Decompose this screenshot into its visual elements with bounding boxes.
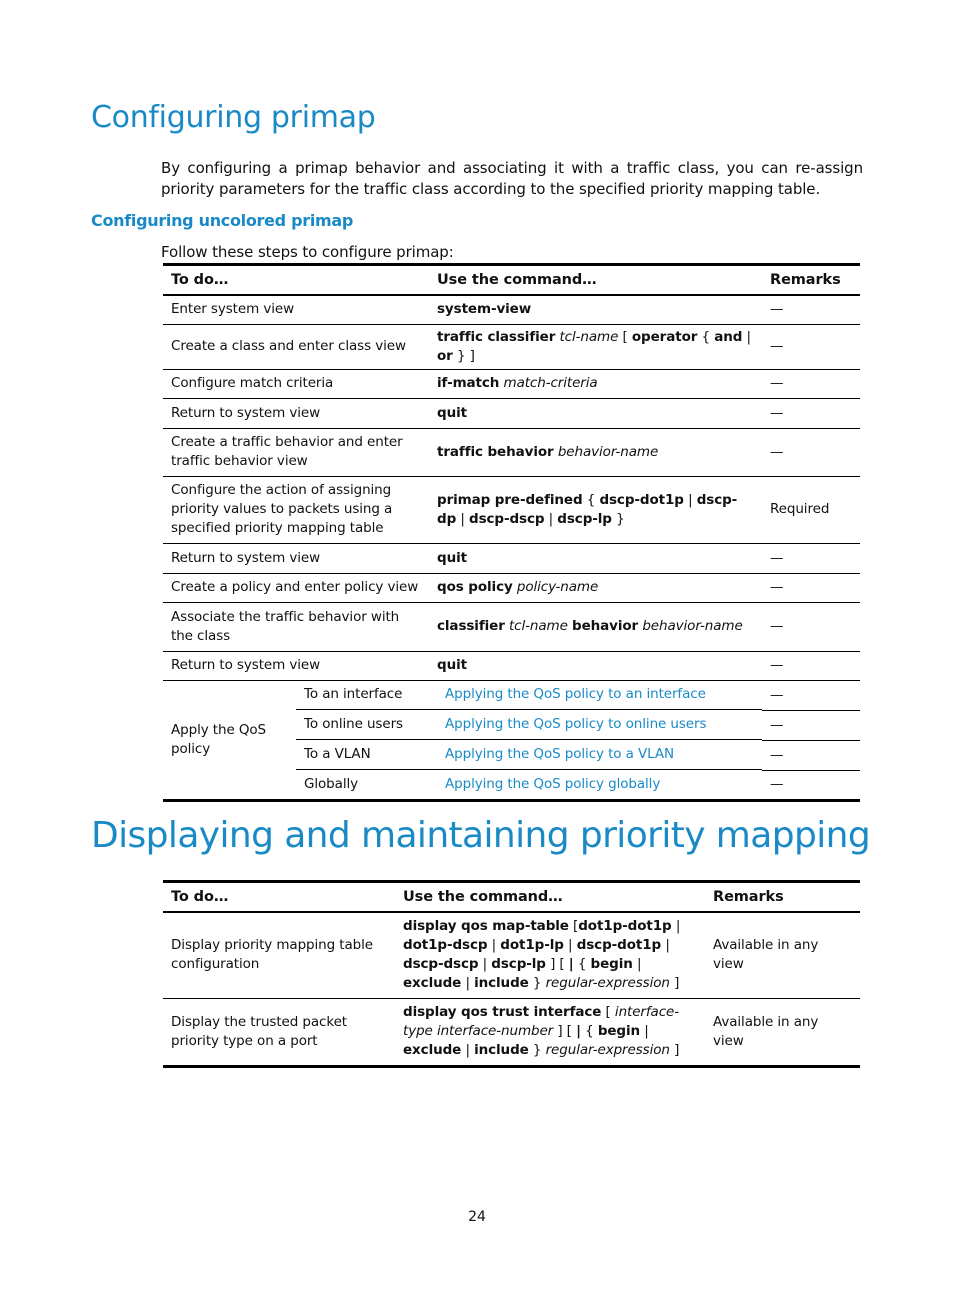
command-keyword: traffic classifier xyxy=(437,328,556,345)
command-sym: } xyxy=(616,510,625,527)
remark-cell: — xyxy=(762,369,860,398)
command-sym: ] xyxy=(674,975,680,992)
section-title-displaying-maintaining: Displaying and maintaining priority mapping xyxy=(91,815,871,856)
command-keyword: dot1p-dot1p xyxy=(578,918,672,935)
table-header-row xyxy=(163,882,860,913)
follow-steps-text: Follow these steps to configure primap: xyxy=(161,243,454,261)
command-keyword: include xyxy=(474,975,529,992)
command-keyword: qos policy xyxy=(437,579,513,595)
link-qos-globally[interactable]: Applying the QoS policy globally xyxy=(445,775,661,792)
table-row xyxy=(163,398,860,428)
command-cell xyxy=(429,543,762,573)
command-sym: ] [ xyxy=(557,1023,572,1039)
subsection-title: Configuring uncolored primap xyxy=(91,211,354,230)
command-keyword: begin xyxy=(590,956,633,973)
command-arg: match-criteria xyxy=(503,375,598,391)
todo-cell: Return to system view xyxy=(163,651,429,680)
command-keyword: | xyxy=(576,1023,581,1039)
link-qos-online-users[interactable]: Applying the QoS policy to online users xyxy=(445,716,707,733)
todo-cell: Return to system view xyxy=(163,543,429,573)
col-header-command: Use the command… xyxy=(429,265,762,296)
table-row xyxy=(163,912,860,998)
command-keyword: dscp-lp xyxy=(557,510,612,527)
table-row xyxy=(163,651,860,680)
command-keyword: operator xyxy=(631,328,698,345)
command-keyword: classifier xyxy=(437,618,505,634)
command-cell xyxy=(429,573,762,602)
command-sym: [ xyxy=(622,328,628,345)
command-keyword: quit xyxy=(437,404,467,421)
command-cell xyxy=(429,398,762,428)
apply-qos-subrows xyxy=(296,681,762,799)
command-keyword: exclude xyxy=(403,1042,462,1058)
col-header-remarks: Remarks xyxy=(705,882,860,913)
command-sym: | xyxy=(675,918,681,935)
apply-sub-label: Globally xyxy=(304,775,359,792)
apply-subrow xyxy=(296,681,762,711)
table-row xyxy=(163,369,860,398)
todo-cell: Display the trusted packet priority type on a port xyxy=(171,1013,347,1049)
table-row xyxy=(163,573,860,602)
todo-cell: Enter system view xyxy=(163,295,429,324)
command-sym: | xyxy=(465,1042,470,1058)
link-qos-vlan[interactable]: Applying the QoS policy to a VLAN xyxy=(445,745,675,762)
command-cell xyxy=(429,602,762,651)
command-keyword: or xyxy=(437,347,453,364)
table-header-row xyxy=(163,265,860,296)
apply-subrow xyxy=(296,770,762,799)
command-sym: | xyxy=(491,937,497,954)
command-arg: policy-name xyxy=(516,579,599,595)
remark-cell: — xyxy=(762,324,860,369)
command-sym: | xyxy=(460,510,465,527)
todo-cell: Return to system view xyxy=(163,398,429,428)
command-cell xyxy=(429,476,762,543)
command-sym: } ] xyxy=(456,347,475,364)
col-header-remarks: Remarks xyxy=(762,265,860,296)
command-keyword: dscp-dot1p xyxy=(576,937,662,954)
command-arg: regular-expression xyxy=(545,975,670,992)
command-cell xyxy=(395,998,705,1066)
col-header-todo: To do… xyxy=(163,882,395,913)
apply-subrow xyxy=(296,740,762,770)
command-keyword: traffic behavior xyxy=(437,443,554,460)
remark-cell: Available in any view xyxy=(705,912,860,998)
display-commands-table xyxy=(163,880,860,1068)
command-keyword: dscp-dot1p xyxy=(599,491,684,508)
todo-cell: Configure the action of assigning priority values to packets using a specified priority mapping table xyxy=(163,476,429,543)
remark-cell: — xyxy=(762,398,860,428)
table-row xyxy=(163,295,860,324)
remark-cell: — xyxy=(762,651,860,680)
command-cell xyxy=(429,295,762,324)
command-keyword: quit xyxy=(437,549,467,566)
command-sym: [ xyxy=(605,1004,611,1020)
primap-steps-table xyxy=(163,263,860,802)
command-keyword: system-view xyxy=(437,301,532,318)
command-arg: regular-expression xyxy=(545,1042,670,1058)
command-arg: behavior-name xyxy=(642,618,743,634)
command-keyword: dscp-dscp xyxy=(403,956,479,973)
table-row xyxy=(163,602,860,651)
command-keyword: dscp-lp xyxy=(491,956,546,973)
command-keyword: quit xyxy=(437,657,467,673)
command-keyword: begin xyxy=(597,1023,641,1039)
command-sym: { xyxy=(586,491,596,508)
table-row xyxy=(163,476,860,543)
command-keyword: primap pre-defined xyxy=(437,491,583,508)
todo-cell: Associate the traffic behavior with the class xyxy=(163,602,429,651)
command-arg: tcl-name xyxy=(559,328,619,345)
command-keyword: display qos map-table xyxy=(403,918,569,935)
todo-cell: Configure match criteria xyxy=(163,369,429,398)
command-sym: } xyxy=(532,1042,542,1058)
command-keyword: dscp-dscp xyxy=(469,510,545,527)
remark-cell: — xyxy=(762,295,860,324)
apply-qos-label: Apply the QoS policy xyxy=(171,721,267,757)
col-header-command: Use the command… xyxy=(395,882,705,913)
command-sym: | xyxy=(688,491,693,508)
remark-cell: Available in any view xyxy=(713,1013,819,1049)
command-sym: { xyxy=(585,1023,594,1039)
table-row xyxy=(163,324,860,369)
table-row xyxy=(163,680,860,710)
command-keyword: dscp-dp xyxy=(437,491,738,527)
table-row xyxy=(163,428,860,476)
command-sym: | xyxy=(465,975,470,992)
remark-cell: — xyxy=(762,740,860,770)
command-sym: [ xyxy=(573,918,579,935)
remark-cell: — xyxy=(770,776,784,792)
page-number: 24 xyxy=(468,1209,486,1225)
command-keyword: display qos trust interface xyxy=(403,1004,602,1020)
command-keyword: exclude xyxy=(403,975,462,992)
command-sym: | xyxy=(644,1023,649,1039)
apply-sub-label: To a VLAN xyxy=(304,745,371,762)
apply-sub-label: To an interface xyxy=(304,686,403,703)
remark-cell: — xyxy=(762,428,860,476)
command-sym: | xyxy=(548,510,554,527)
remark-cell: — xyxy=(762,680,860,710)
command-keyword: include xyxy=(474,1042,529,1058)
command-cell xyxy=(429,428,762,476)
table-row xyxy=(163,543,860,573)
command-keyword: behavior xyxy=(572,618,639,634)
command-keyword: if-match xyxy=(437,375,500,391)
remark-cell: Required xyxy=(762,476,860,543)
section-title-configuring-primap: Configuring primap xyxy=(91,100,376,135)
command-sym: | xyxy=(665,937,670,954)
command-keyword: dot1p-dscp xyxy=(403,937,488,954)
todo-cell: Create a traffic behavior and enter traffic behavior view xyxy=(163,428,429,476)
todo-cell: Create a class and enter class view xyxy=(163,324,429,369)
command-sym: ] [ xyxy=(550,956,565,973)
command-cell xyxy=(395,912,705,998)
command-keyword: | xyxy=(568,956,574,973)
apply-sub-label: To online users xyxy=(304,716,403,733)
command-sym: { xyxy=(577,956,587,973)
command-cell xyxy=(429,651,762,680)
table-row xyxy=(163,998,860,1066)
remark-cell: — xyxy=(762,710,860,740)
command-cell xyxy=(429,324,762,369)
todo-cell: Display priority mapping table configuration xyxy=(163,912,395,998)
command-sym: { xyxy=(701,328,711,345)
command-sym: | xyxy=(746,328,751,345)
command-keyword: dot1p-lp xyxy=(500,937,564,954)
command-keyword: and xyxy=(714,328,743,345)
remark-cell: — xyxy=(762,573,860,602)
command-sym: ] xyxy=(674,1042,680,1058)
remark-cell: — xyxy=(762,602,860,651)
command-cell xyxy=(429,369,762,398)
col-header-todo: To do… xyxy=(163,265,429,296)
remark-cell: — xyxy=(762,543,860,573)
command-sym: | xyxy=(482,956,488,973)
command-arg: interface-type interface-number xyxy=(403,1004,680,1039)
command-sym: | xyxy=(636,956,642,973)
command-sym: | xyxy=(568,937,573,954)
apply-qos-cell xyxy=(163,680,762,800)
command-arg: behavior-name xyxy=(557,443,659,460)
todo-cell: Create a policy and enter policy view xyxy=(163,573,429,602)
command-sym: } xyxy=(532,975,542,992)
command-arg: tcl-name xyxy=(508,618,568,634)
intro-paragraph: By configuring a primap behavior and associating it with a traffic class, you can re-assign priority parameters for the traffic class according to the specified priority mapping table. xyxy=(161,159,863,198)
apply-subrow xyxy=(296,710,762,740)
link-qos-interface[interactable]: Applying the QoS policy to an interface xyxy=(445,686,706,703)
